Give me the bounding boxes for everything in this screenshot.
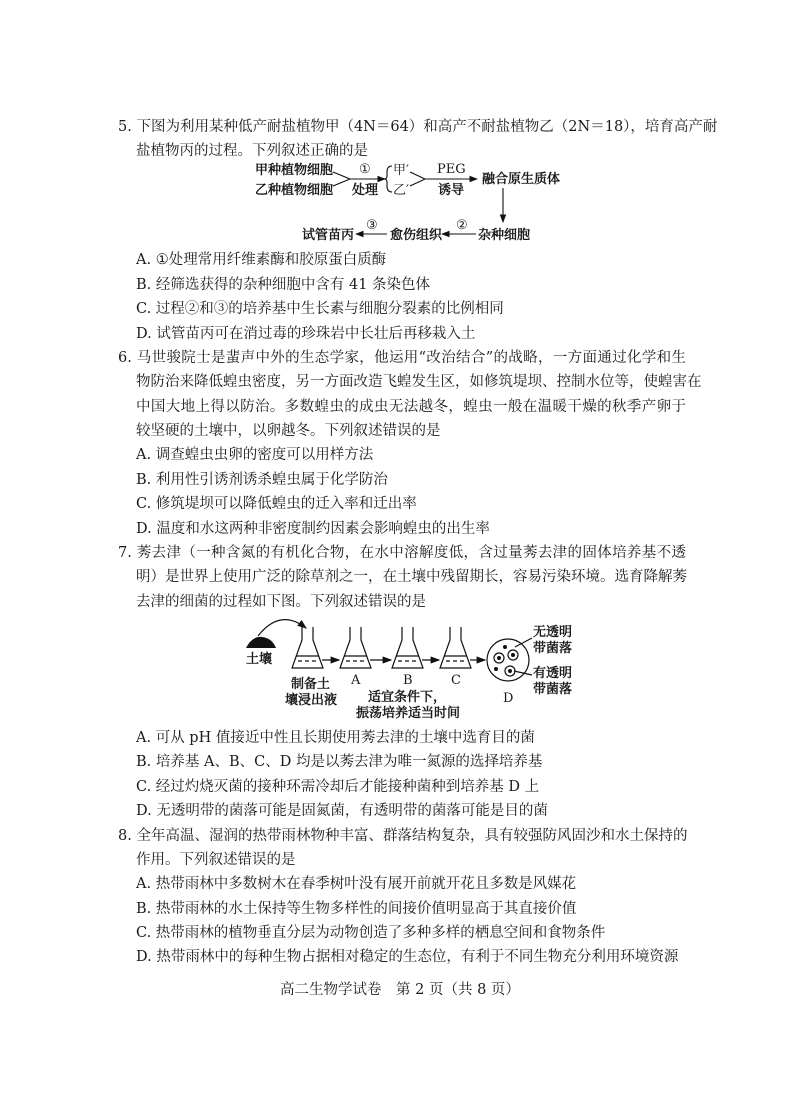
- flask-a-icon: [340, 627, 371, 668]
- no-clear-zone-label-1: 无透明: [533, 625, 573, 640]
- q5-option-c: C. 过程②和③的培养基中生长素与细胞分裂素的比例相同: [136, 301, 504, 317]
- protoplast-a-label: 甲′: [393, 163, 409, 178]
- page-footer: 高二生物学试卷 第 2 页（共 8 页）: [280, 982, 520, 998]
- q5-stem-line: 5. 下图为利用某种低产耐盐植物甲（4N＝64）和高产不耐盐植物乙（2N＝18），培育高产耐: [118, 119, 718, 135]
- peg-label: PEG: [437, 162, 466, 177]
- q7-option-b: B. 培养基 A、B、C、D 均是以莠去津为唯一氮源的选择培养基: [136, 754, 543, 770]
- induce-label: 诱导: [438, 183, 465, 198]
- q7-stem-line: 7. 莠去津（一种含氮的有机化合物，在水中溶解度低，含过量莠去津的固体培养基不透: [118, 545, 686, 561]
- medium-c-label: C: [451, 673, 461, 688]
- soil-mound-icon: [246, 637, 276, 648]
- clear-zone-label-2: 带菌落: [533, 682, 573, 697]
- flask-b-icon: [392, 627, 423, 668]
- medium-b-label: B: [403, 673, 413, 688]
- q7-option-d: D. 无透明带的菌落可能是固氮菌，有透明带的菌落可能是目的菌: [136, 803, 548, 819]
- q8-option-c: C. 热带雨林的植物垂直分层为动物创造了多种多样的栖息空间和食物条件: [136, 925, 606, 941]
- flask-icon: [292, 627, 323, 668]
- q5-option-b: B. 经筛选获得的杂种细胞中含有 41 条染色体: [136, 277, 431, 293]
- step1-label: ①: [359, 162, 371, 177]
- condition-label-2: 振荡培养适当时间: [356, 706, 461, 721]
- cell-a-label: 甲种植物细胞: [255, 163, 334, 178]
- hybrid-cell-label: 杂种细胞: [478, 228, 531, 243]
- q6-stem-line: 物防治来降低蝗虫密度，另一方面改造飞蝗发生区，如修筑堤坝、控制水位等，使蝗害在: [136, 374, 702, 390]
- q8-option-a: A. 热带雨林中多数树木在春季树叶没有展开前就开花且多数是风媒花: [136, 876, 577, 892]
- q8-option-b: B. 热带雨林的水土保持等生物多样性的间接价值明显高于其直接价值: [136, 901, 577, 917]
- q5-stem-line: 盐植物丙的过程。下列叙述正确的是: [136, 143, 368, 159]
- medium-d-label: D: [503, 691, 514, 706]
- cell-b-label: 乙种植物细胞: [255, 183, 334, 198]
- step2-label: ②: [456, 218, 468, 233]
- medium-a-label: A: [351, 673, 361, 688]
- q6-option-d: D. 温度和水这两种非密度制约因素会影响蝗虫的出生率: [136, 521, 490, 537]
- soil-label: 土壤: [246, 652, 273, 667]
- q5-option-a: A. ①处理常用纤维素酶和胶原蛋白质酶: [136, 252, 387, 268]
- callus-label: 愈伤组织: [390, 228, 443, 243]
- q6-stem-line: 中国大地上得以防治。多数蝗虫的成虫无法越冬，蝗虫一般在温暖干燥的秋季产卵于: [136, 399, 686, 415]
- q7-option-a: A. 可从 pH 值接近中性且长期使用莠去津的土壤中选育目的菌: [136, 730, 535, 746]
- no-clear-zone-label-2: 带菌落: [533, 641, 573, 656]
- clear-zone-label-1: 有透明: [533, 666, 573, 681]
- q7-stem-line: 明）是世界上使用广泛的除草剂之一，在土壤中残留期长，容易污染环境。选育降解莠: [136, 569, 687, 585]
- q6-option-c: C. 修筑堤坝可以降低蝗虫的迁入率和迁出率: [136, 496, 417, 512]
- protoplast-b-label: 乙′: [393, 183, 409, 198]
- flask-c-icon: [440, 627, 471, 668]
- q5-option-d: D. 试管苗丙可在消过毒的珍珠岩中长壮后再移栽入土: [136, 326, 476, 342]
- q6-option-b: B. 利用性引诱剂诱杀蝗虫属于化学防治: [136, 472, 388, 488]
- fused-protoplast-label: 融合原生质体: [482, 172, 561, 187]
- q6-stem-line: 6. 马世骏院士是蜚声中外的生态学家，他运用“改治结合”的战略，一方面通过化学和生: [118, 350, 686, 366]
- q7-option-c: C. 经过灼烧灭菌的接种环需冷却后才能接种菌种到培养基 D 上: [136, 779, 540, 795]
- prep-label-2: 壤浸出液: [285, 693, 338, 708]
- q8-stem-line: 作用。下列叙述错误的是: [136, 852, 296, 868]
- q7-stem-line: 去津的细菌的过程如下图。下列叙述错误的是: [136, 594, 426, 610]
- step3-label: ③: [366, 218, 378, 233]
- petri-dish-d: [487, 639, 529, 681]
- q8-option-d: D. 热带雨林中的每种生物占据相对稳定的生态位，有利于不同生物充分利用环境资源: [136, 949, 679, 965]
- condition-label-1: 适宜条件下，: [368, 690, 447, 705]
- prep-label-1: 制备土: [291, 677, 331, 692]
- plantlet-label: 试管苗丙: [302, 228, 355, 243]
- q6-option-a: A. 调查蝗虫虫卵的密度可以用样方法: [136, 447, 374, 463]
- q6-stem-line: 较坚硬的土壤中，以卵越冬。下列叙述错误的是: [136, 423, 441, 439]
- q8-stem-line: 8. 全年高温、湿润的热带雨林物种丰富、群落结构复杂，具有较强防风固沙和水土保持的: [118, 828, 688, 844]
- treatment-label: 处理: [352, 183, 379, 198]
